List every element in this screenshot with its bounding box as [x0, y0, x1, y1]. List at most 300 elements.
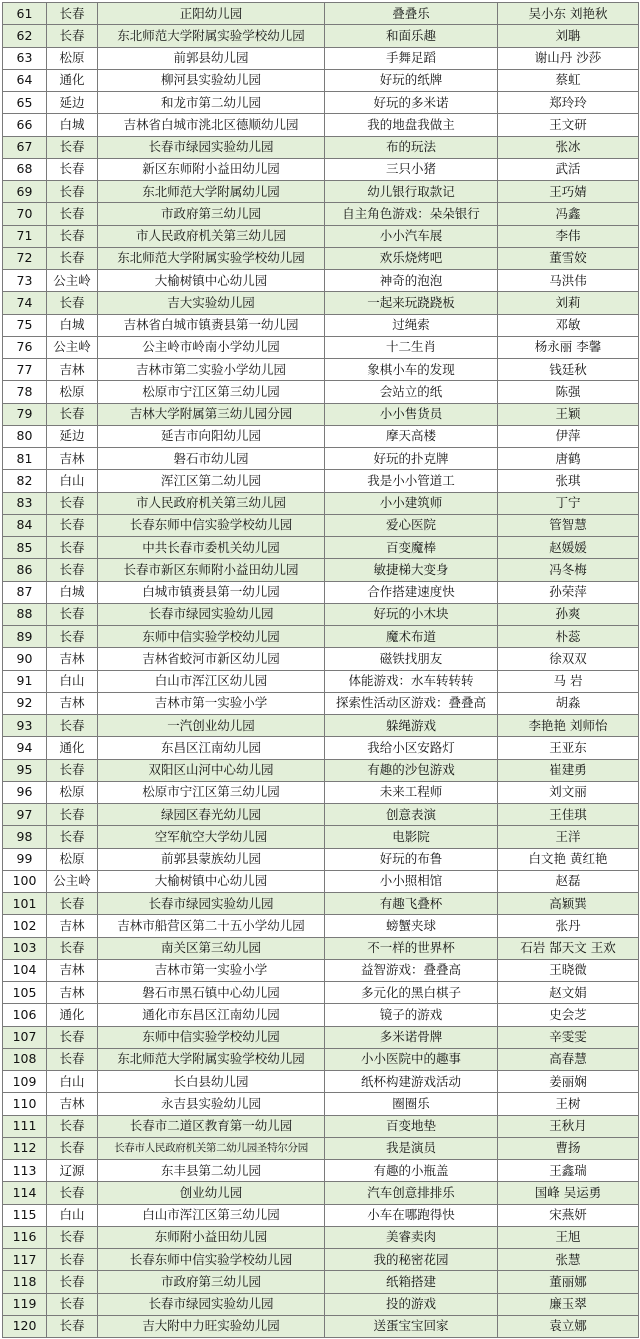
teachers-cell: 王树 [498, 1093, 639, 1115]
table-row [3, 181, 639, 203]
region-cell: 延边 [47, 92, 98, 114]
school-cell: 吉大附中力旺实验幼儿园 [98, 1315, 325, 1337]
teachers-cell: 曹扬 [498, 1137, 639, 1159]
table-row [3, 781, 639, 803]
activity-cell: 合作搭建速度快 [325, 581, 498, 603]
table-row [3, 959, 639, 981]
school-cell: 长春东师中信实验学校幼儿园 [98, 1249, 325, 1271]
activity-cell: 魔术布道 [325, 626, 498, 648]
activity-cell: 有趣的沙包游戏 [325, 759, 498, 781]
table-row [3, 1249, 639, 1271]
activity-cell: 敏捷梯大变身 [325, 559, 498, 581]
teachers-cell: 石岩 郜天文 王欢 [498, 937, 639, 959]
region-cell: 长春 [47, 1315, 98, 1337]
school-cell: 东北师范大学附属实验学校幼儿园 [98, 247, 325, 269]
school-cell: 东师附小益田幼儿园 [98, 1226, 325, 1248]
region-cell: 白山 [47, 1071, 98, 1093]
schedule-table-container [2, 2, 639, 1338]
row-number-cell: 88 [3, 603, 47, 625]
row-number-cell: 84 [3, 514, 47, 536]
table-row [3, 626, 639, 648]
row-number-cell: 96 [3, 781, 47, 803]
teachers-cell: 杨永丽 李馨 [498, 336, 639, 358]
table-row [3, 759, 639, 781]
school-cell: 长春市绿园实验幼儿园 [98, 136, 325, 158]
row-number-cell: 75 [3, 314, 47, 336]
row-number-cell: 120 [3, 1315, 47, 1337]
teachers-cell: 董雪姣 [498, 247, 639, 269]
table-row [3, 648, 639, 670]
row-number-cell: 80 [3, 425, 47, 447]
row-number-cell: 67 [3, 136, 47, 158]
table-row [3, 1160, 639, 1182]
table-row [3, 92, 639, 114]
activity-cell: 我的地盘我做主 [325, 114, 498, 136]
school-cell: 长春市新区东师附小益田幼儿园 [98, 559, 325, 581]
row-number-cell: 65 [3, 92, 47, 114]
region-cell: 通化 [47, 1004, 98, 1026]
region-cell: 松原 [47, 47, 98, 69]
row-number-cell: 114 [3, 1182, 47, 1204]
row-number-cell: 79 [3, 403, 47, 425]
activity-cell: 躲绳游戏 [325, 715, 498, 737]
teachers-cell: 刘文丽 [498, 781, 639, 803]
teachers-cell: 白文艳 黄红艳 [498, 848, 639, 870]
table-row [3, 1293, 639, 1315]
teachers-cell: 王晓微 [498, 959, 639, 981]
table-row [3, 225, 639, 247]
teachers-cell: 张丹 [498, 915, 639, 937]
activity-cell: 磁铁找朋友 [325, 648, 498, 670]
region-cell: 长春 [47, 3, 98, 25]
table-row [3, 737, 639, 759]
row-number-cell: 107 [3, 1026, 47, 1048]
school-cell: 白山市浑江区幼儿园 [98, 670, 325, 692]
row-number-cell: 91 [3, 670, 47, 692]
teachers-cell: 辛雯雯 [498, 1026, 639, 1048]
row-number-cell: 100 [3, 870, 47, 892]
row-number-cell: 69 [3, 181, 47, 203]
school-cell: 浑江区第二幼儿园 [98, 470, 325, 492]
table-row [3, 359, 639, 381]
teachers-cell: 刘莉 [498, 292, 639, 314]
table-row [3, 492, 639, 514]
activity-cell: 有趣的小瓶盖 [325, 1160, 498, 1182]
activity-cell: 好玩的布鲁 [325, 848, 498, 870]
activity-cell: 我是小小管道工 [325, 470, 498, 492]
table-row [3, 603, 639, 625]
row-number-cell: 106 [3, 1004, 47, 1026]
region-cell: 长春 [47, 804, 98, 826]
teachers-cell: 冯冬梅 [498, 559, 639, 581]
school-cell: 吉林市第一实验小学 [98, 692, 325, 714]
activity-cell: 汽车创意排排乐 [325, 1182, 498, 1204]
row-number-cell: 87 [3, 581, 47, 603]
school-cell: 吉林省白城市洮北区德顺幼儿园 [98, 114, 325, 136]
activity-cell: 小小汽车展 [325, 225, 498, 247]
region-cell: 延边 [47, 425, 98, 447]
table-row [3, 292, 639, 314]
activity-cell: 小小售货员 [325, 403, 498, 425]
teachers-cell: 王鑫瑞 [498, 1160, 639, 1182]
school-cell: 新区东师附小益田幼儿园 [98, 158, 325, 180]
table-row [3, 670, 639, 692]
activity-cell: 有趣飞叠杯 [325, 893, 498, 915]
activity-cell: 纸箱搭建 [325, 1271, 498, 1293]
row-number-cell: 97 [3, 804, 47, 826]
table-row [3, 1271, 639, 1293]
school-cell: 东北师范大学附属幼儿园 [98, 181, 325, 203]
school-cell: 南关区第三幼儿园 [98, 937, 325, 959]
activity-cell: 圈圈乐 [325, 1093, 498, 1115]
activity-cell: 好玩的扑克牌 [325, 448, 498, 470]
school-cell: 长春市绿园实验幼儿园 [98, 603, 325, 625]
region-cell: 吉林 [47, 982, 98, 1004]
table-row [3, 937, 639, 959]
row-number-cell: 110 [3, 1093, 47, 1115]
region-cell: 长春 [47, 1293, 98, 1315]
activity-cell: 不一样的世界杯 [325, 937, 498, 959]
teachers-cell: 吴小东 刘艳秋 [498, 3, 639, 25]
region-cell: 松原 [47, 781, 98, 803]
school-cell: 空军航空大学幼儿园 [98, 826, 325, 848]
table-row [3, 915, 639, 937]
region-cell: 长春 [47, 1249, 98, 1271]
teachers-cell: 崔建勇 [498, 759, 639, 781]
teachers-cell: 王秋月 [498, 1115, 639, 1137]
table-row [3, 826, 639, 848]
region-cell: 长春 [47, 626, 98, 648]
table-row [3, 3, 639, 25]
table-row [3, 470, 639, 492]
school-cell: 公主岭市岭南小学幼儿园 [98, 336, 325, 358]
row-number-cell: 64 [3, 69, 47, 91]
row-number-cell: 112 [3, 1137, 47, 1159]
region-cell: 白山 [47, 1204, 98, 1226]
region-cell: 长春 [47, 937, 98, 959]
teachers-cell: 史会芝 [498, 1004, 639, 1026]
teachers-cell: 国峰 吴运勇 [498, 1182, 639, 1204]
table-row [3, 692, 639, 714]
school-cell: 大榆树镇中心幼儿园 [98, 270, 325, 292]
row-number-cell: 104 [3, 959, 47, 981]
teachers-cell: 王亚东 [498, 737, 639, 759]
table-row [3, 1137, 639, 1159]
table-row [3, 581, 639, 603]
region-cell: 公主岭 [47, 336, 98, 358]
teachers-cell: 赵文娟 [498, 982, 639, 1004]
school-cell: 磐石市幼儿园 [98, 448, 325, 470]
table-row [3, 69, 639, 91]
school-cell: 东丰县第二幼儿园 [98, 1160, 325, 1182]
table-row [3, 537, 639, 559]
activity-cell: 多元化的黑白棋子 [325, 982, 498, 1004]
activity-cell: 小小建筑师 [325, 492, 498, 514]
table-row [3, 848, 639, 870]
region-cell: 吉林 [47, 1093, 98, 1115]
region-cell: 长春 [47, 603, 98, 625]
school-cell: 通化市东昌区江南幼儿园 [98, 1004, 325, 1026]
table-row [3, 870, 639, 892]
teachers-cell: 武活 [498, 158, 639, 180]
row-number-cell: 81 [3, 448, 47, 470]
activity-cell: 欢乐烧烤吧 [325, 247, 498, 269]
school-cell: 长春市绿园实验幼儿园 [98, 893, 325, 915]
row-number-cell: 62 [3, 25, 47, 47]
teachers-cell: 伊萍 [498, 425, 639, 447]
teachers-cell: 王佳琪 [498, 804, 639, 826]
table-row [3, 715, 639, 737]
school-cell: 松原市宁江区第三幼儿园 [98, 381, 325, 403]
activity-cell: 我是演员 [325, 1137, 498, 1159]
activity-cell: 我的秘密花园 [325, 1249, 498, 1271]
region-cell: 白城 [47, 581, 98, 603]
table-row [3, 403, 639, 425]
teachers-cell: 冯鑫 [498, 203, 639, 225]
table-row [3, 336, 639, 358]
table-row [3, 25, 639, 47]
row-number-cell: 99 [3, 848, 47, 870]
region-cell: 长春 [47, 537, 98, 559]
school-cell: 一汽创业幼儿园 [98, 715, 325, 737]
teachers-cell: 朴蕊 [498, 626, 639, 648]
row-number-cell: 86 [3, 559, 47, 581]
activity-cell: 摩天高楼 [325, 425, 498, 447]
teachers-cell: 钱廷秋 [498, 359, 639, 381]
table-row [3, 1048, 639, 1070]
activity-cell: 会站立的纸 [325, 381, 498, 403]
region-cell: 长春 [47, 759, 98, 781]
table-row [3, 1226, 639, 1248]
school-cell: 和龙市第二幼儿园 [98, 92, 325, 114]
teachers-cell: 王旭 [498, 1226, 639, 1248]
region-cell: 长春 [47, 403, 98, 425]
teachers-cell: 胡淼 [498, 692, 639, 714]
school-cell: 吉林市船营区第二十五小学幼儿园 [98, 915, 325, 937]
row-number-cell: 85 [3, 537, 47, 559]
teachers-cell: 郑玲玲 [498, 92, 639, 114]
region-cell: 长春 [47, 247, 98, 269]
region-cell: 长春 [47, 158, 98, 180]
row-number-cell: 117 [3, 1249, 47, 1271]
teachers-cell: 孙爽 [498, 603, 639, 625]
school-cell: 白城市镇赉县第一幼儿园 [98, 581, 325, 603]
region-cell: 长春 [47, 826, 98, 848]
school-cell: 磐石市黑石镇中心幼儿园 [98, 982, 325, 1004]
row-number-cell: 73 [3, 270, 47, 292]
school-cell: 吉大实验幼儿园 [98, 292, 325, 314]
activity-cell: 螃蟹夹球 [325, 915, 498, 937]
teachers-cell: 马 岩 [498, 670, 639, 692]
table-row [3, 514, 639, 536]
school-cell: 吉林省蛟河市新区幼儿园 [98, 648, 325, 670]
activity-cell: 十二生肖 [325, 336, 498, 358]
school-cell: 东昌区江南幼儿园 [98, 737, 325, 759]
table-row [3, 114, 639, 136]
region-cell: 长春 [47, 1226, 98, 1248]
school-cell: 前郭县蒙族幼儿园 [98, 848, 325, 870]
teachers-cell: 唐鹤 [498, 448, 639, 470]
table-row [3, 448, 639, 470]
school-cell: 绿园区春光幼儿园 [98, 804, 325, 826]
region-cell: 长春 [47, 1271, 98, 1293]
row-number-cell: 116 [3, 1226, 47, 1248]
region-cell: 吉林 [47, 648, 98, 670]
school-cell: 市政府第三幼儿园 [98, 203, 325, 225]
activity-cell: 电影院 [325, 826, 498, 848]
teachers-cell: 丁宁 [498, 492, 639, 514]
activity-cell: 百变魔棒 [325, 537, 498, 559]
region-cell: 长春 [47, 492, 98, 514]
row-number-cell: 70 [3, 203, 47, 225]
region-cell: 白山 [47, 470, 98, 492]
region-cell: 白城 [47, 314, 98, 336]
teachers-cell: 张冰 [498, 136, 639, 158]
region-cell: 吉林 [47, 448, 98, 470]
region-cell: 通化 [47, 69, 98, 91]
activity-cell: 幼儿银行取款记 [325, 181, 498, 203]
row-number-cell: 101 [3, 893, 47, 915]
teachers-cell: 刘聃 [498, 25, 639, 47]
row-number-cell: 98 [3, 826, 47, 848]
row-number-cell: 109 [3, 1071, 47, 1093]
row-number-cell: 105 [3, 982, 47, 1004]
teachers-cell: 姜丽娴 [498, 1071, 639, 1093]
table-row [3, 136, 639, 158]
row-number-cell: 115 [3, 1204, 47, 1226]
teachers-cell: 孙荣萍 [498, 581, 639, 603]
table-row [3, 381, 639, 403]
row-number-cell: 68 [3, 158, 47, 180]
teachers-cell: 袁立娜 [498, 1315, 639, 1337]
activity-cell: 送蛋宝宝回家 [325, 1315, 498, 1337]
region-cell: 吉林 [47, 692, 98, 714]
region-cell: 长春 [47, 559, 98, 581]
school-cell: 吉林市第二实验小学幼儿园 [98, 359, 325, 381]
table-row [3, 1204, 639, 1226]
row-number-cell: 90 [3, 648, 47, 670]
region-cell: 长春 [47, 1115, 98, 1137]
activity-cell: 好玩的小木块 [325, 603, 498, 625]
table-row [3, 982, 639, 1004]
table-row [3, 47, 639, 69]
school-cell: 市人民政府机关第三幼儿园 [98, 225, 325, 247]
row-number-cell: 82 [3, 470, 47, 492]
school-cell: 正阳幼儿园 [98, 3, 325, 25]
row-number-cell: 72 [3, 247, 47, 269]
teachers-cell: 高颖巽 [498, 893, 639, 915]
row-number-cell: 74 [3, 292, 47, 314]
school-cell: 吉林大学附属第三幼儿园分园 [98, 403, 325, 425]
activity-cell: 纸杯构建游戏活动 [325, 1071, 498, 1093]
table-row [3, 804, 639, 826]
teachers-cell: 张琪 [498, 470, 639, 492]
teachers-cell: 马洪伟 [498, 270, 639, 292]
school-cell: 双阳区山河中心幼儿园 [98, 759, 325, 781]
region-cell: 通化 [47, 737, 98, 759]
region-cell: 吉林 [47, 359, 98, 381]
activity-cell: 神奇的泡泡 [325, 270, 498, 292]
row-number-cell: 78 [3, 381, 47, 403]
teachers-cell: 廉玉翠 [498, 1293, 639, 1315]
activity-cell: 和面乐趣 [325, 25, 498, 47]
activity-cell: 我给小区安路灯 [325, 737, 498, 759]
school-cell: 前郭县幼儿园 [98, 47, 325, 69]
schedule-table [2, 2, 639, 1338]
table-row [3, 425, 639, 447]
activity-cell: 探索性活动区游戏：叠叠高 [325, 692, 498, 714]
row-number-cell: 108 [3, 1048, 47, 1070]
table-row [3, 1115, 639, 1137]
table-row [3, 1026, 639, 1048]
activity-cell: 过绳索 [325, 314, 498, 336]
table-row [3, 1093, 639, 1115]
teachers-cell: 谢山丹 沙莎 [498, 47, 639, 69]
table-row [3, 893, 639, 915]
activity-cell: 好玩的多米诺 [325, 92, 498, 114]
table-row [3, 1071, 639, 1093]
teachers-cell: 董丽娜 [498, 1271, 639, 1293]
school-cell: 白山市浑江区第三幼儿园 [98, 1204, 325, 1226]
activity-cell: 三只小猪 [325, 158, 498, 180]
activity-cell: 益智游戏：叠叠高 [325, 959, 498, 981]
table-row [3, 559, 639, 581]
teachers-cell: 李伟 [498, 225, 639, 247]
school-cell: 创业幼儿园 [98, 1182, 325, 1204]
school-cell: 延吉市向阳幼儿园 [98, 425, 325, 447]
school-cell: 大榆树镇中心幼儿园 [98, 870, 325, 892]
school-cell: 中共长春市委机关幼儿园 [98, 537, 325, 559]
region-cell: 长春 [47, 181, 98, 203]
activity-cell: 镜子的游戏 [325, 1004, 498, 1026]
row-number-cell: 89 [3, 626, 47, 648]
activity-cell: 自主角色游戏：朵朵银行 [325, 203, 498, 225]
school-cell: 东师中信实验学校幼儿园 [98, 1026, 325, 1048]
row-number-cell: 113 [3, 1160, 47, 1182]
table-row [3, 314, 639, 336]
region-cell: 长春 [47, 136, 98, 158]
region-cell: 长春 [47, 203, 98, 225]
activity-cell: 象棋小车的发现 [325, 359, 498, 381]
table-row [3, 247, 639, 269]
activity-cell: 体能游戏：水车转转转 [325, 670, 498, 692]
activity-cell: 百变地垫 [325, 1115, 498, 1137]
table-row [3, 1004, 639, 1026]
teachers-cell: 蔡虹 [498, 69, 639, 91]
region-cell: 白山 [47, 670, 98, 692]
teachers-cell: 赵磊 [498, 870, 639, 892]
school-cell: 永吉县实验幼儿园 [98, 1093, 325, 1115]
row-number-cell: 94 [3, 737, 47, 759]
region-cell: 松原 [47, 381, 98, 403]
region-cell: 长春 [47, 514, 98, 536]
row-number-cell: 63 [3, 47, 47, 69]
school-cell: 松原市宁江区第三幼儿园 [98, 781, 325, 803]
region-cell: 长春 [47, 1026, 98, 1048]
region-cell: 长春 [47, 715, 98, 737]
row-number-cell: 93 [3, 715, 47, 737]
region-cell: 长春 [47, 225, 98, 247]
region-cell: 白城 [47, 114, 98, 136]
teachers-cell: 陈强 [498, 381, 639, 403]
activity-cell: 小车在哪跑得快 [325, 1204, 498, 1226]
activity-cell: 好玩的纸牌 [325, 69, 498, 91]
teachers-cell: 邓敏 [498, 314, 639, 336]
teachers-cell: 宋燕妍 [498, 1204, 639, 1226]
region-cell: 长春 [47, 1182, 98, 1204]
table-row [3, 1182, 639, 1204]
table-row [3, 158, 639, 180]
